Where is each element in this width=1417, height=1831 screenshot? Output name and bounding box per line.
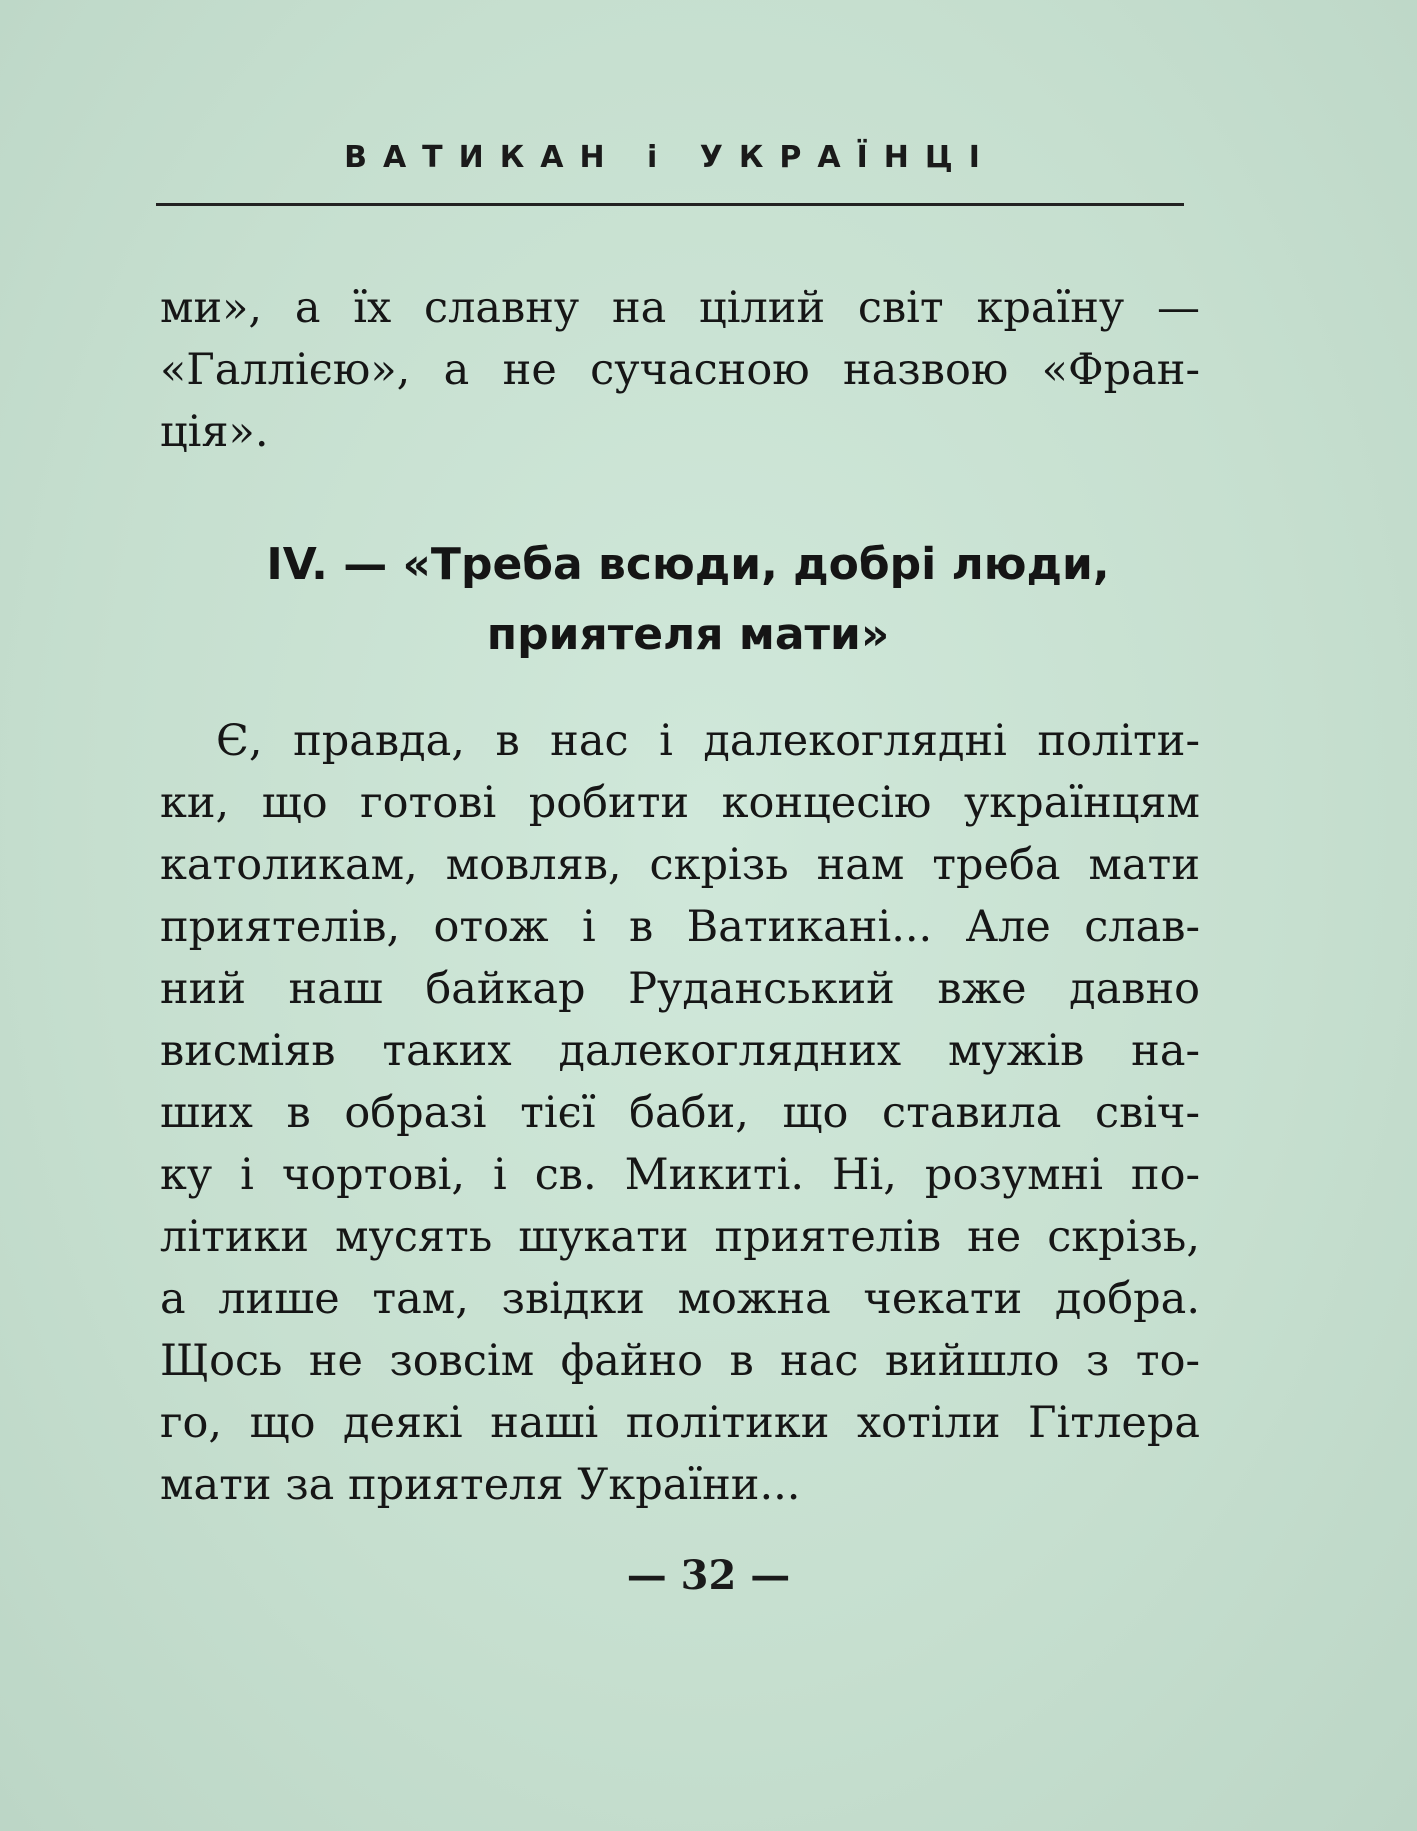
text-line: ки, що готові робити концесію українцям — [160, 778, 1200, 828]
text-line: ція». — [160, 407, 269, 457]
text-line: ку і чортові, і св. Микиті. Ні, розумні по- — [160, 1150, 1200, 1200]
section-heading — [156, 530, 1220, 670]
text-line: ших в образі тієї баби, що ставила свіч- — [160, 1088, 1200, 1138]
header-rule — [156, 203, 1184, 206]
running-head: ВАТИКАН і УКРАЇНЦІ — [344, 140, 996, 175]
text-line: го, що деякі наші політики хотіли Гітлера — [160, 1398, 1200, 1448]
text-line: ний наш байкар Руданський вже давно — [160, 964, 1200, 1014]
text-line: ми», а їх славну на цілий світ країну — — [160, 283, 1200, 333]
page-number: — 32 — — [626, 1552, 791, 1599]
text-line: «Галлією», а не сучасною назвою «Фран- — [160, 345, 1200, 395]
text-line: мати за приятеля України... — [160, 1460, 801, 1510]
heading-line: IV. — «Треба всюди, добрі люди, — [266, 539, 1110, 590]
paragraph — [160, 710, 1200, 1516]
heading-line: приятеля мати» — [486, 609, 890, 660]
text-line: приятелів, отож і в Ватикані... Але слав- — [160, 902, 1200, 952]
text-line: католикам, мовляв, скрізь нам треба мати — [160, 840, 1200, 890]
text-line: висміяв таких далекоглядних мужів на- — [160, 1026, 1200, 1076]
text-line: Щось не зовсім файно в нас вийшло з то- — [160, 1336, 1200, 1386]
text-line: Є, правда, в нас і далекоглядні політи- — [216, 716, 1200, 766]
text-line: літики мусять шукати приятелів не скрізь, — [160, 1212, 1200, 1262]
text-line: а лише там, звідки можна чекати добра. — [160, 1274, 1200, 1324]
continued-text — [160, 277, 1200, 463]
